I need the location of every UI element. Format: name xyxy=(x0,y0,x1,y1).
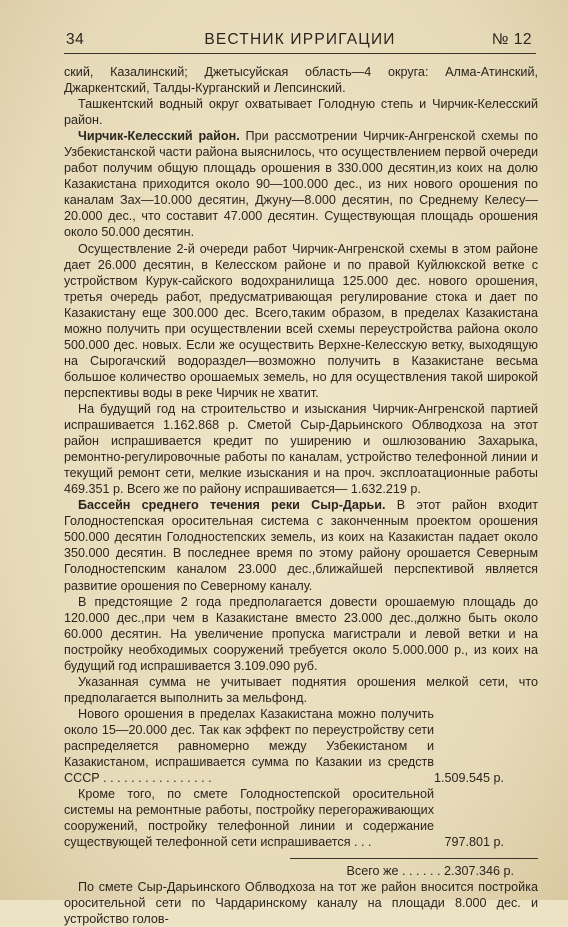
paragraph: Ташкентский водный округ охватывает Голодную степь и Чирчик-Келесский район. xyxy=(64,97,538,128)
running-header xyxy=(66,30,534,52)
amount-row xyxy=(64,786,538,850)
section-paragraph xyxy=(64,128,538,240)
amount-value: 797.801 р. xyxy=(444,835,504,850)
section-paragraph xyxy=(64,497,538,593)
total-label: Всего же . . . . . . xyxy=(346,864,441,879)
paragraph: ский, Казалинский; Джетысуйская область—4 округа: Алма-Атинский, Джаркентский, Талды-Курганский и Лепсинский. xyxy=(64,65,538,96)
paragraph: Указанная сумма не учитывает поднятия орошения мелкой сети, что предполагается выполнить за мельфонд. xyxy=(64,674,538,705)
paragraph: Осуществление 2-й очереди работ Чирчик-Ангренской схемы в этом районе дает 26.000 десятин, в Келесском районе и по правой Куйлюкской ветке с устройством Курук-сайского водохранилища 125.000 дес. нового орошения, третья очередь работ, предусматривающая регулирование стока и дает по Казакистану еще 300.000 дес. Всего,таким образом, в пределах Казакистана можно получить при осуществлении всей схемы переустройства района около 500.000 дес. новых. Если же осуществить Верхне-Келесскую ветку, выходящую на Сырогачский водораздел—возможно получить в Казакистане весьма большое количество орошаемых земель, но для осуществления такой широкой перспективы воды в реке Чирчик не хватит. xyxy=(64,241,538,400)
total-line xyxy=(64,863,538,879)
section-heading: Чирчик-Келесский район. xyxy=(78,129,240,144)
header-divider xyxy=(64,53,536,54)
paragraph: По смете Сыр-Дарьинского Облводхоза на тот же район вносится постройка оросительной сети по Чардаринскому каналу на площади 8.000 дес. и устройство голов- xyxy=(64,880,538,927)
paragraph: Нового орошения в пределах Казакистана можно получить около 15—20.000 дес. Так как эффект по переустройству сети распределяется равномерно между Узбекистаном и Казакистаном, испрашивается сумма по Казакии из средств СССР . . . . . . . . . . . . . . . . xyxy=(64,706,434,786)
section-text: В этот район входит Голодностепская оросительная система с законченным проектом орошения 500.000 десятин Голодностепских земель, из коих на Казакистан падает около 350.000 десятин. В последнее время по этому району орошается Северным Голодностепским каналом 23.000 дес.,ближайшей перспективой является развитие орошения по Северному каналу. xyxy=(64,498,538,593)
amount-row xyxy=(64,706,538,786)
section-heading: Бассейн среднего течения реки Сыр-Дарьи. xyxy=(78,498,386,513)
paragraph: На будущий год на строительство и изыскания Чирчик-Ангренской партией испрашивается 1.162.868 р. Сметой Сыр-Дарьинского Облводхоза на этот район испрашивается кредит по уширению и ошлюзованию Захарыка, ремонтно-регулировочные работы по каналам, устройство телефонной линии и текущий ремонт сети, мелкие изыскания и на проч. эксплоатационные работы 469.351 р. Всего же по району испрашивается— 1.632.219 р. xyxy=(64,401,538,497)
paragraph: Кроме того, по смете Голодностепской оросительной системы на ремонтные работы, постройку перегораживающих сооружений, постройку телефонной линии и содержание существующей телефонной сети испрашивается . . . xyxy=(64,787,434,850)
total-divider xyxy=(290,858,538,859)
total-amount: 2.307.346 р. xyxy=(443,864,514,879)
page-number: 34 xyxy=(66,31,85,48)
paragraph: В предстоящие 2 года предполагается довести орошаемую площадь до 120.000 дес.,при чем в Казакистане вместо 23.000 дес.,должно быть около 60.000 десятин. На увеличение пропуска магистрали и левой ветки и на постройку необходимых сооружений требуется около 5.000.000 р., из коих на будущий год испрашивается 3.109.090 руб. xyxy=(64,594,538,673)
amount-value: 1.509.545 р. xyxy=(433,771,504,786)
article-body xyxy=(64,64,538,927)
section-text: При рассмотрении Чирчик-Ангренской схемы по Узбекистанской части района выяснилось, что осуществлением первой очереди работ получим общую площадь орошения в 330.000 десятин,из коих на долю Казакистана приходится около 90—100.000 дес., из них нового орошения по каналам Зах—10.000 десятин, Джуну—8.000 десятин, по Среднему Келесу—20.000 дес., что составит 47.000 десятин. Существующая площадь орошения около 50.000 десятин. xyxy=(64,129,539,240)
issue-number: № 12 xyxy=(491,31,532,48)
journal-title: ВЕСТНИК ИРРИГАЦИИ xyxy=(204,31,396,48)
